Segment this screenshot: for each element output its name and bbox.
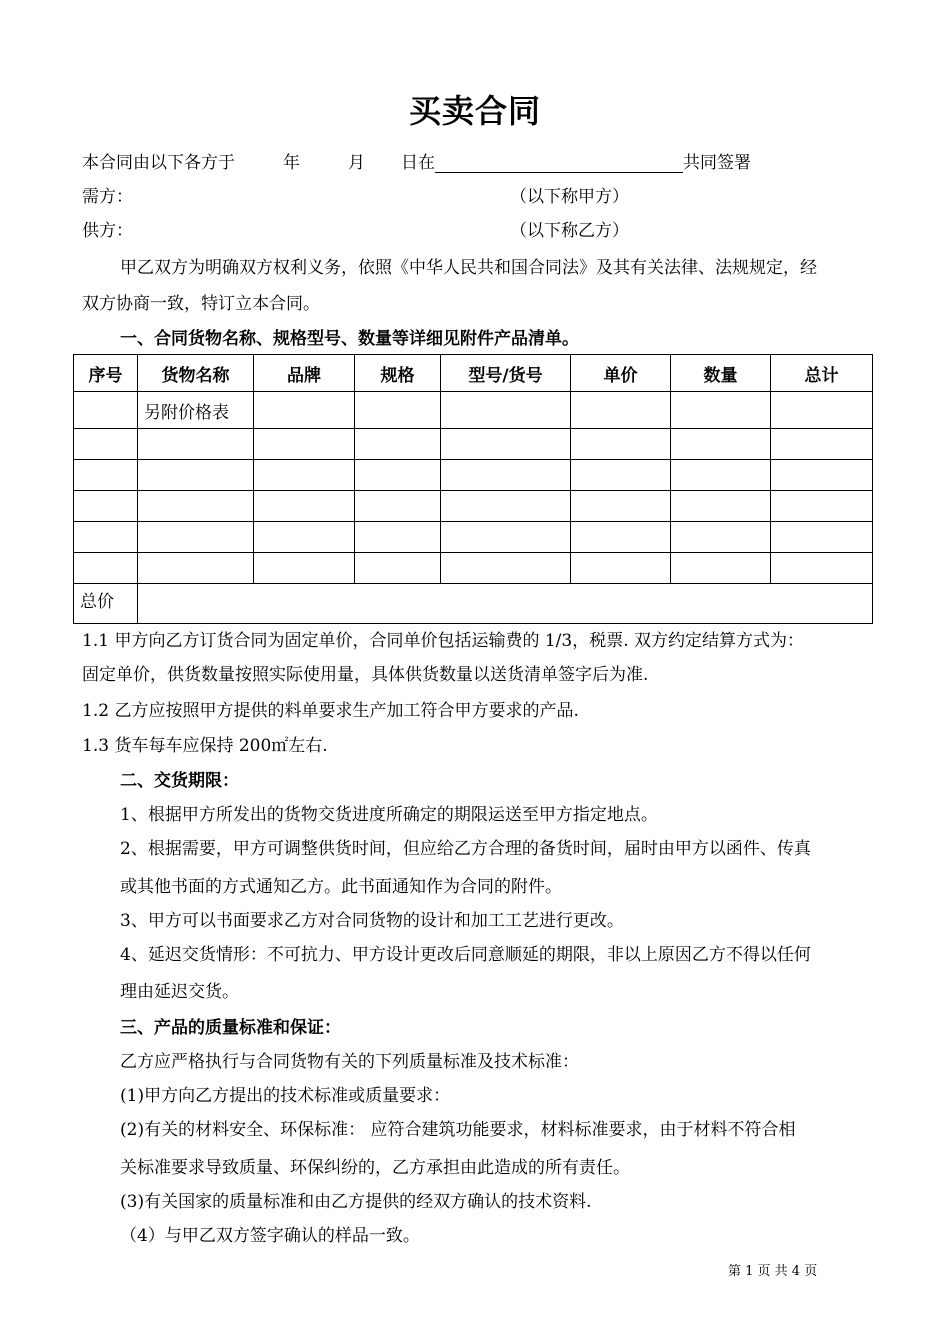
intro-paragraph-line2: 双方协商一致，特订立本合同。 xyxy=(82,294,320,314)
header-cell: 数量 xyxy=(671,355,771,392)
section3-p2-line1: (2)有关的材料安全、环保标准： 应符合建筑功能要求，材料标准要求，由于材料不符合相 xyxy=(120,1120,796,1140)
section2-item4-line2: 理由延迟交货。 xyxy=(120,982,239,1002)
page-number: 第 1 页 共 4 页 xyxy=(728,1264,818,1279)
table-row xyxy=(74,491,873,522)
section1-title: 一、合同货物名称、规格型号、数量等详细见附件产品清单。 xyxy=(120,329,579,349)
section3-title: 三、产品的质量标准和保证： xyxy=(120,1018,341,1038)
day-label: 日在 xyxy=(401,153,435,173)
intro-line xyxy=(82,148,751,173)
section2-item2-line2: 或其他书面的方式通知乙方。此书面通知作为合同的附件。 xyxy=(120,877,562,897)
table-row xyxy=(74,460,873,491)
table-row xyxy=(74,553,873,584)
table-row xyxy=(74,392,873,429)
section3-p4: （4）与甲乙双方签字确认的样品一致。 xyxy=(120,1226,420,1246)
section3-p3: (3)有关国家的质量标准和由乙方提供的经双方确认的技术资料. xyxy=(120,1192,592,1212)
section2-title: 二、交货期限： xyxy=(120,771,239,791)
intro-text: 本合同由以下各方于 xyxy=(82,153,235,173)
header-cell: 货物名称 xyxy=(138,355,254,392)
seller-alias: （以下称乙方） xyxy=(510,221,629,241)
header-cell: 序号 xyxy=(74,355,138,392)
item-name-cell: 另附价格表 xyxy=(138,392,254,429)
total-value-cell xyxy=(138,584,873,624)
month-label: 月 xyxy=(348,153,365,173)
clause-1-3: 1.3 货车每车应保持 200㎡左右. xyxy=(82,736,328,756)
clause-1-1-line2: 固定单价，供货数量按照实际使用量，具体供货数量以送货清单签字后为准. xyxy=(82,665,649,685)
header-cell: 型号/货号 xyxy=(441,355,571,392)
table-header-row xyxy=(74,355,873,392)
goods-table xyxy=(73,354,873,624)
section3-p1: (1)甲方向乙方提出的技术标准或质量要求： xyxy=(120,1086,451,1106)
header-cell: 规格 xyxy=(355,355,441,392)
header-cell: 单价 xyxy=(571,355,671,392)
buyer-alias: （以下称甲方） xyxy=(510,187,629,207)
intro-paragraph-line1: 甲乙双方为明确双方权利义务，依照《中华人民共和国合同法》及其有关法律、法规规定，经 xyxy=(120,258,817,278)
section2-item1: 1、根据甲方所发出的货物交货进度所确定的期限运送至甲方指定地点。 xyxy=(120,805,658,825)
buyer-label: 需方： xyxy=(82,187,133,207)
header-cell: 总计 xyxy=(771,355,873,392)
table-row xyxy=(74,522,873,553)
section3-p2-line2: 关标准要求导致质量、环保纠纷的，乙方承担由此造成的所有责任。 xyxy=(120,1158,630,1178)
signed-label: 共同签署 xyxy=(683,153,751,173)
year-label: 年 xyxy=(283,153,300,173)
total-label-cell: 总价 xyxy=(74,584,138,624)
section2-item2-line1: 2、根据需要，甲方可调整供货时间，但应给乙方合理的备货时间，届时由甲方以函件、传真 xyxy=(120,839,811,859)
section3-lead: 乙方应严格执行与合同货物有关的下列质量标准及技术标准： xyxy=(120,1052,579,1072)
location-blank xyxy=(435,154,683,173)
table-total-row xyxy=(74,584,873,624)
header-cell: 品牌 xyxy=(254,355,355,392)
document-title: 买卖合同 xyxy=(408,92,541,130)
clause-1-1-line1: 1.1 甲方向乙方订货合同为固定单价，合同单价包括运输费的 1/3，税票. 双方约定结算方式为： xyxy=(82,631,805,651)
table-row xyxy=(74,429,873,460)
clause-1-2: 1.2 乙方应按照甲方提供的料单要求生产加工符合甲方要求的产品. xyxy=(82,701,579,721)
section2-item3: 3、甲方可以书面要求乙方对合同货物的设计和加工工艺进行更改。 xyxy=(120,911,624,931)
section2-item4-line1: 4、延迟交货情形：不可抗力、甲方设计更改后同意顺延的期限，非以上原因乙方不得以任何 xyxy=(120,945,811,965)
seller-label: 供方： xyxy=(82,221,133,241)
